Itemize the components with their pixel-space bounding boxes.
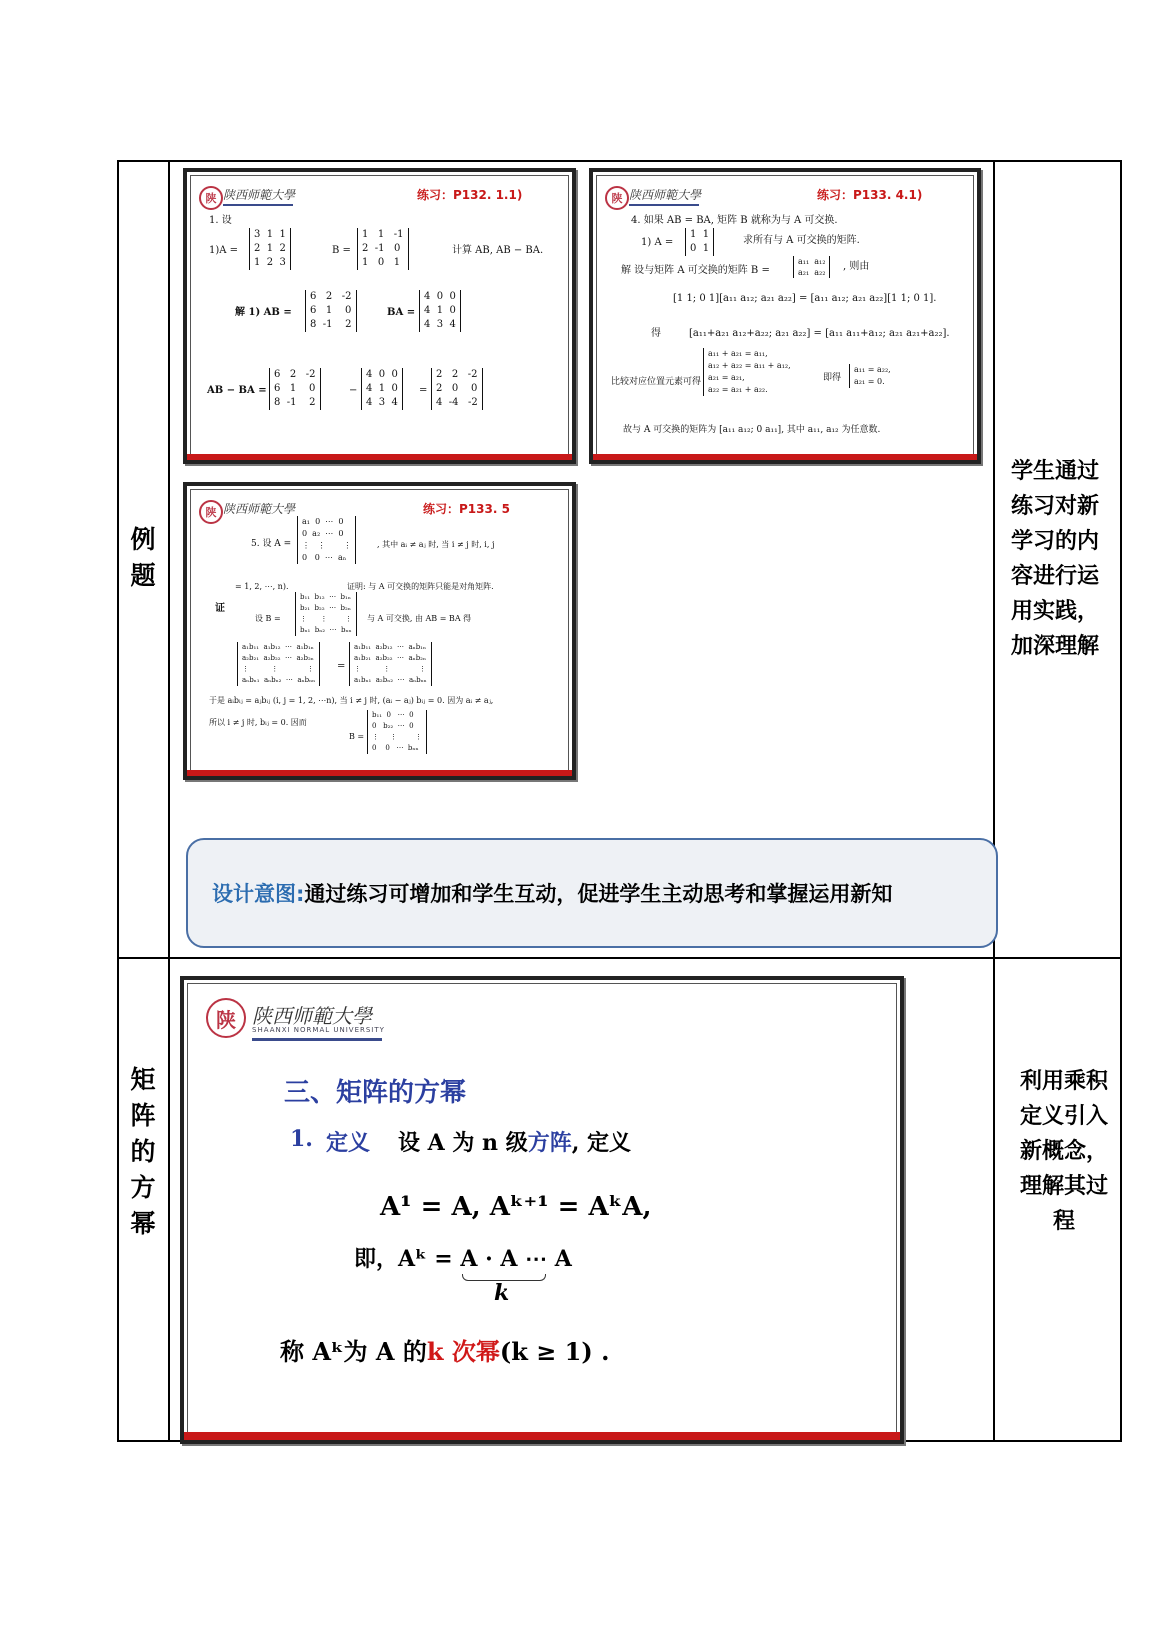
operator: = (337, 661, 346, 672)
text-label: B = (332, 245, 351, 256)
power-name-highlight: k 次幂 (426, 1337, 500, 1366)
matrix: 1 1 0 1 (685, 228, 714, 256)
row-note-matrix-power: 利用乘积 定义引入 新概念， 理解其过 程 (1019, 1069, 1108, 1234)
text-label: 解 1) AB = (235, 307, 292, 318)
definition-number: 1. (290, 1126, 313, 1152)
operator: = (419, 385, 428, 396)
text-label: 证 (215, 603, 225, 614)
text-label: 1) A = (641, 237, 674, 248)
slide-matrix-power (180, 976, 904, 1444)
matrix: 3 1 1 2 1 2 1 2 3 (249, 228, 291, 270)
exercise-title: 练习：P132. 1.1) (417, 188, 523, 202)
brace-label: k (494, 1280, 510, 1306)
text-label: 得 (651, 328, 661, 339)
text-line: = 1, 2, ⋯, n). (235, 582, 289, 591)
design-intent-text: 通过练习可增加和学生互动，促进学生主动思考和掌握运用新知 (304, 882, 893, 906)
text-label: 5. 设 A = (251, 539, 292, 549)
matrix: 6 2 -2 6 1 0 8 -1 2 (305, 290, 357, 332)
matrix: 4 0 0 4 1 0 4 3 4 (361, 368, 403, 410)
expansion-formula: 即，Aᵏ = A · A ⋯ A (354, 1246, 572, 1272)
text-line: , 则由 (843, 261, 870, 272)
text-line: 计算 AB, AB − BA. (452, 245, 544, 256)
university-name: 陕西师範大學 (252, 1004, 372, 1028)
university-logo-icon: 陕 (605, 186, 629, 210)
row-note-examples: 学生通过 练习对新 学习的内 容进行运 用实践， 加深理解 (1011, 459, 1100, 659)
text-label: AB − BA = (207, 385, 267, 396)
slide-exercise-p132 (183, 168, 576, 464)
text-line: 故与 A 可交换的矩阵为 [a₁₁ a₁₂; 0 a₁₁], 其中 a₁₁, a₁₂ 为任意数. (623, 425, 881, 435)
design-intent-box (186, 838, 998, 948)
matrix: a₁ 0 ⋯ 0 0 a₂ ⋯ 0 ⋮ ⋮ ⋮ 0 0 ⋯ aₙ (297, 516, 356, 564)
text-label: 设 B = (255, 614, 281, 623)
text-label: BA = (387, 307, 416, 318)
definition-square-matrix: 方阵 (527, 1130, 572, 1156)
definition-text (398, 1126, 631, 1157)
equation-system: a₁₁ = a₂₂, a₂₁ = 0. (849, 364, 895, 388)
exercise-title: 练习：P133. 4.1) (817, 188, 923, 202)
equation: [a₁₁+a₂₁ a₁₂+a₂₂; a₂₁ a₂₂] = [a₁₁ a₁₁+a₁₂; a₂₁ a₂₁+a₂₂]. (689, 328, 950, 339)
university-name: 陕西师範大學 (629, 188, 702, 202)
text-label: B = (349, 732, 365, 741)
power-name-a: 称 Aᵏ为 A 的 (280, 1337, 427, 1366)
definition-text-b: , 定义 (571, 1130, 632, 1156)
text-line: 与 A 可交换, 由 AB = BA 得 (367, 614, 472, 623)
equation-system: a₁₁ + a₂₁ = a₁₁, a₁₂ + a₂₂ = a₁₁ + a₁₂, a₂₁ = a₂₁, a₂₂ = a₂₁ + a₂₂. (703, 348, 795, 396)
section-heading: 三、矩阵的方幂 (284, 1078, 467, 1108)
slide-exercise-p133-4 (589, 168, 981, 464)
power-name-b: (k ≥ 1) . (499, 1337, 610, 1366)
definition-text-a: 设 A 为 n 级 (398, 1130, 528, 1156)
matrix: a₁b₁₁ a₁b₁₂ ⋯ a₁b₁ₙ a₂b₂₁ a₂b₂₂ ⋯ a₂b₂ₙ ⋮ ⋮ ⋮ aₙbₙ₁ aₙbₙ₂ ⋯ aₙbₙₙ (237, 642, 320, 686)
design-intent-label: 设计意图: (212, 882, 305, 906)
text-line: 于是 aᵢbᵢⱼ = aⱼbᵢⱼ (i, j = 1, 2, ⋯n), 当 i ≠ j 时, (aᵢ − aⱼ) bᵢⱼ = 0. 因为 aᵢ ≠ aⱼ, (209, 696, 494, 705)
text-line: 比较对应位置元素可得 (611, 377, 702, 387)
university-logo-icon: 陕 (199, 500, 223, 524)
matrix: a₁b₁₁ a₂b₁₂ ⋯ aₙb₁ₙ a₁b₂₁ a₂b₂₂ ⋯ aₙb₂ₙ ⋮ ⋮ ⋮ a₁bₙ₁ a₂bₙ₂ ⋯ aₙbₙₙ (349, 642, 432, 686)
matrix: b₁₁ b₁₂ ⋯ b₁ₙ b₂₁ b₂₂ ⋯ b₂ₙ ⋮ ⋮ ⋮ bₙ₁ bₙ₂ ⋯ bₙₙ (295, 592, 357, 636)
university-name: 陕西师範大學 (223, 188, 296, 202)
text-label: 1)A = (209, 245, 239, 256)
matrix: 1 1 -1 2 -1 0 1 0 1 (357, 228, 409, 270)
university-logo-icon: 陕 (199, 186, 223, 210)
university-name: 陕西师範大學 (223, 502, 296, 516)
text-line: 4. 如果 AB = BA, 矩阵 B 就称为与 A 可交换. (631, 215, 838, 226)
row-label-matrix-power: 矩 阵 的 方 幂 (130, 1065, 156, 1238)
university-english-name: SHAANXI NORMAL UNIVERSITY (252, 1026, 385, 1034)
col-divider-2 (993, 162, 995, 1440)
power-formula: A¹ = A, Aᵏ⁺¹ = AᵏA, (380, 1192, 652, 1222)
university-logo-icon: 陕 (206, 998, 246, 1038)
matrix: 4 0 0 4 1 0 4 3 4 (419, 290, 461, 332)
matrix: b₁₁ 0 ⋯ 0 0 b₂₂ ⋯ 0 ⋮ ⋮ ⋮ 0 0 ⋯ bₙₙ (367, 710, 427, 754)
matrix: 2 2 -2 2 0 0 4 -4 -2 (431, 368, 483, 410)
col-divider-1 (168, 162, 170, 1440)
exercise-title: 练习：P133. 5 (423, 502, 510, 516)
text-label: 即得 (823, 373, 842, 383)
matrix: a₁₁ a₁₂ a₂₁ a₂₂ (793, 256, 830, 278)
operator: − (349, 385, 358, 396)
matrix: 6 2 -2 6 1 0 8 -1 2 (269, 368, 321, 410)
text-line: 求所有与 A 可交换的矩阵. (743, 235, 860, 246)
row-divider (119, 957, 1120, 959)
text-line: , 其中 aᵢ ≠ aⱼ 时, 当 i ≠ j 时, i, j (377, 540, 495, 549)
equation: [1 1; 0 1][a₁₁ a₁₂; a₂₁ a₂₂] = [a₁₁ a₁₂; a₂₁ a₂₂][1 1; 0 1]. (673, 293, 937, 304)
definition-word: 定义 (326, 1130, 371, 1156)
text-line: 所以 i ≠ j 时, bᵢⱼ = 0. 因而 (209, 718, 307, 727)
power-name-line (280, 1332, 609, 1367)
text-line: 1. 设 (209, 215, 232, 226)
text-line: 证明: 与 A 可交换的矩阵只能是对角矩阵. (347, 582, 494, 591)
text-line: 解 设与矩阵 A 可交换的矩阵 B = (621, 265, 770, 276)
row-label-examples: 例 题 (130, 525, 156, 590)
slide-exercise-p133-5 (183, 482, 576, 780)
